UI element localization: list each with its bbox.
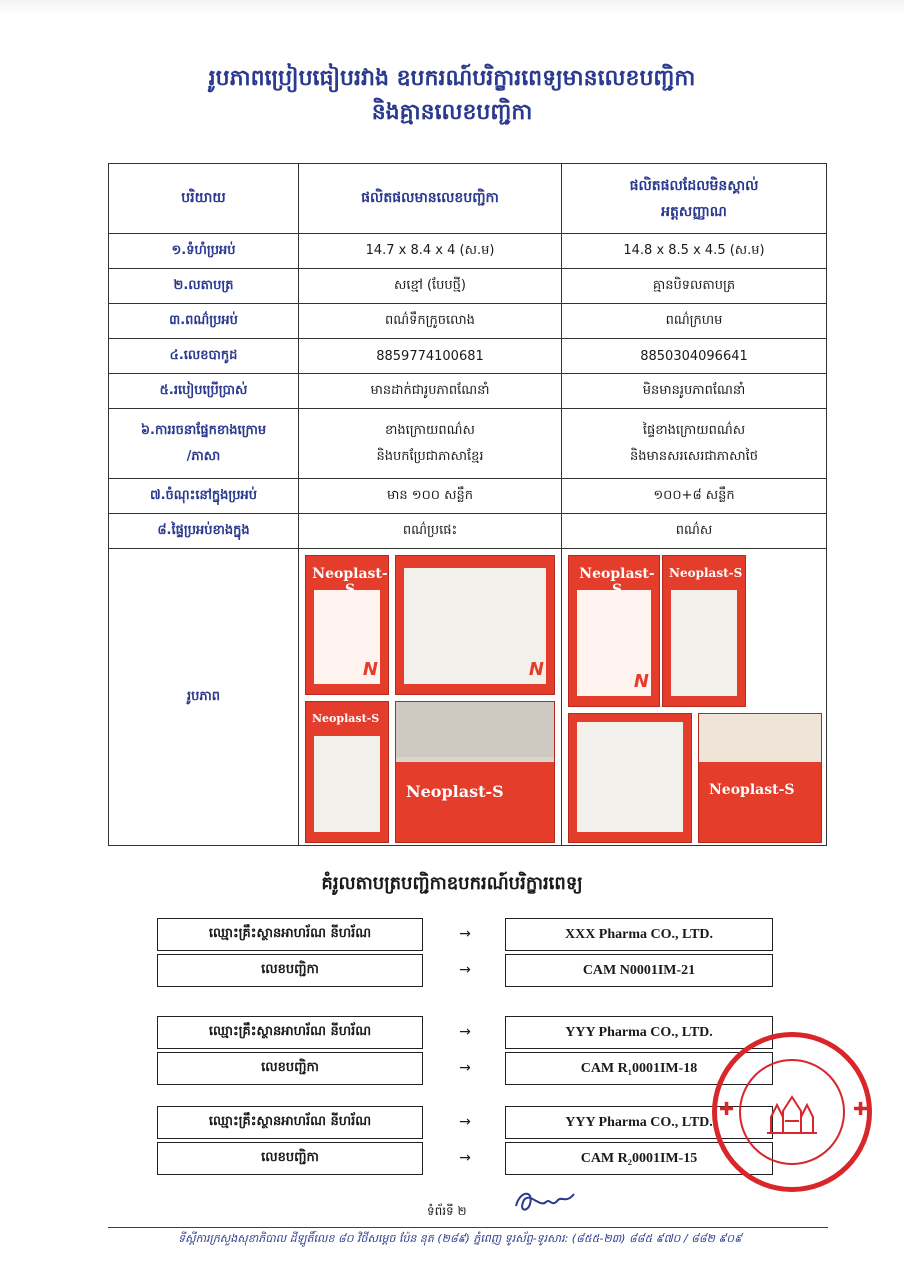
cell-registered: ពណ៌ប្រផេះ xyxy=(299,514,562,549)
ministry-seal-stamp xyxy=(712,1032,872,1192)
photos-unregistered xyxy=(562,549,827,846)
product-photo-open-box xyxy=(698,713,822,843)
table-row xyxy=(109,304,827,339)
product-brand-text: Neoplast-S xyxy=(406,782,504,801)
arrow-icon: → xyxy=(459,1060,471,1076)
cell-registered: មាន ១០០ សន្លឹក xyxy=(299,479,562,514)
product-brand-text: Neoplast-S xyxy=(669,566,743,580)
product-brand-text: Neoplast-S xyxy=(312,712,380,725)
registration-sample-2 xyxy=(157,1016,773,1086)
cell-registered: មានដាក់ជារូបភាពណែនាំ xyxy=(299,374,562,409)
cell-registered: សខ្មៅ (បែបថ្មី) xyxy=(299,269,562,304)
product-brand-text: Neoplast- xyxy=(579,566,655,582)
page-number: ទំព័រទី ២ xyxy=(427,1204,467,1218)
company-name-value: YYY Pharma CO., LTD. xyxy=(505,1016,773,1049)
registration-sample-3 xyxy=(157,1106,773,1176)
cell-unregistered: 14.8 x 8.5 x 4.5 (ស.ម) xyxy=(562,234,827,269)
product-brand-text: Neoplast-S xyxy=(709,782,795,798)
row-label-line2: /ភាសា xyxy=(186,448,221,464)
product-brand-text: Neoplast- xyxy=(312,566,388,582)
comparison-table xyxy=(108,163,827,846)
cell-registered-line1: ខាងក្រោយពណ៌ស xyxy=(385,422,475,438)
temple-icon xyxy=(765,1095,819,1135)
arrow-icon: → xyxy=(459,1114,471,1130)
cell-registered-line2: និងបកប្រែជាភាសាខ្មែរ xyxy=(376,448,484,464)
footer-address: ទីស្តីការក្រសួងសុខាភិបាល ដីឡូតិ៍លេខ ៨០ វិថីសម្តេច ប៉ែន នុត (២៨៩) ភ្នំពេញ ទូរស័ព្ទ-ទូរសារ: (៨៥៥-២៣) ៨៨៥ ៩៧០ / ៨៨២ ៩០៩ xyxy=(178,1232,742,1245)
product-photo-side xyxy=(568,713,692,843)
table-row xyxy=(109,269,827,304)
cell-unregistered: គ្មានបិទលតាបត្រ xyxy=(562,269,827,304)
cell-unregistered: 8850304096641 xyxy=(562,339,827,374)
row-label-line1: ៦.ការរចនាផ្នែកខាងក្រោម xyxy=(140,422,267,438)
registration-sample-1 xyxy=(157,918,773,988)
cell-registered: 8859774100681 xyxy=(299,339,562,374)
page-title-line1: រូបភាពប្រៀបធៀបរវាង ឧបករណ៍បរិក្ខារពេទ្យមានលេខបញ្ជិកា xyxy=(208,66,696,91)
table-header-row xyxy=(109,164,827,234)
product-logo: N xyxy=(362,659,378,680)
table-row xyxy=(109,374,827,409)
row-label: ៤.លេខបាកូដ xyxy=(109,339,299,374)
footer-divider xyxy=(108,1227,828,1228)
red-cross-icon: ✚ xyxy=(853,1099,869,1120)
cell-unregistered-line1: ផ្ទៃខាងក្រោយពណ៌ស xyxy=(642,422,746,438)
company-name-value: XXX Pharma CO., LTD. xyxy=(505,918,773,951)
registration-number-value: CAM N0001IM-21 xyxy=(505,954,773,987)
registration-number-value: CAM R₁0001IM-18 xyxy=(505,1052,773,1085)
header-description: បរិយាយ xyxy=(109,164,299,234)
table-row xyxy=(109,339,827,374)
table-row xyxy=(109,234,827,269)
row-label: ៧.ចំណុះនៅក្នុងប្រអប់ xyxy=(109,479,299,514)
cell-registered: 14.7 x 8.4 x 4 (ស.ម) xyxy=(299,234,562,269)
product-photo-front xyxy=(568,555,660,707)
header-registered: ផលិតផលមានលេខបញ្ជិកា xyxy=(299,164,562,234)
row-label: ៨.ផ្ទៃប្រអប់ខាងក្នុង xyxy=(109,514,299,549)
product-photo-open-box xyxy=(395,701,555,843)
arrow-icon: → xyxy=(459,1150,471,1166)
cell-unregistered: ពណ៌ស xyxy=(562,514,827,549)
table-row xyxy=(109,479,827,514)
header-unregistered xyxy=(562,164,827,234)
arrow-icon: → xyxy=(459,1024,471,1040)
company-name-label: ឈ្មោះគ្រឹះស្ថានអាហរ័ណ នីហរ័ណ xyxy=(157,1106,423,1139)
cell-unregistered: មិនមានរូបភាពណែនាំ xyxy=(562,374,827,409)
photo-row xyxy=(109,549,827,846)
row-label: ១.ទំហំប្រអប់ xyxy=(109,234,299,269)
company-name-label: ឈ្មោះគ្រឹះស្ថានអាហរ័ណ នីហរ័ណ xyxy=(157,918,423,951)
arrow-icon: → xyxy=(459,962,471,978)
company-name-label: ឈ្មោះគ្រឹះស្ថានអាហរ័ណ នីហរ័ណ xyxy=(157,1016,423,1049)
cell-unregistered: ពណ៌ក្រហម xyxy=(562,304,827,339)
product-photo-front xyxy=(305,555,389,695)
scan-top-edge xyxy=(0,0,904,14)
product-photo-back xyxy=(662,555,746,707)
row-label: ៥.របៀបប្រើប្រាស់ xyxy=(109,374,299,409)
registration-number-value: CAM R₂0001IM-15 xyxy=(505,1142,773,1175)
photos-registered xyxy=(299,549,562,846)
product-photo-side xyxy=(305,701,389,843)
row-label xyxy=(109,409,299,479)
company-name-value: YYY Pharma CO., LTD. xyxy=(505,1106,773,1139)
row-label: ២.លតាបត្រ xyxy=(109,269,299,304)
registration-number-label: លេខបញ្ជិកា xyxy=(157,1142,423,1175)
cell-unregistered-line2: និងមានសរសេរជាភាសាថៃ xyxy=(630,448,758,464)
product-logo: N xyxy=(633,671,649,692)
product-photo-back xyxy=(395,555,555,695)
label-sample-title: គំរូលតាបត្របញ្ជិកាឧបករណ៍បរិក្ខារពេទ្យ xyxy=(321,873,583,894)
header-unregistered-line2: អត្តសញ្ញាណ xyxy=(661,203,727,220)
signature-icon xyxy=(510,1186,580,1218)
cell-unregistered: ១០០+៨ សន្លឹក xyxy=(562,479,827,514)
arrow-icon: → xyxy=(459,926,471,942)
product-logo: N xyxy=(528,659,544,680)
row-label: ៣.ពណ៌ប្រអប់ xyxy=(109,304,299,339)
registration-number-label: លេខបញ្ជិកា xyxy=(157,954,423,987)
cell-unregistered xyxy=(562,409,827,479)
table-row xyxy=(109,409,827,479)
page-title-line2: និងគ្មានលេខបញ្ជិកា xyxy=(371,100,533,125)
table-row xyxy=(109,514,827,549)
cell-registered xyxy=(299,409,562,479)
registration-number-label: លេខបញ្ជិកា xyxy=(157,1052,423,1085)
red-cross-icon: ✚ xyxy=(719,1099,735,1120)
photo-row-label: រូបភាព xyxy=(109,549,299,846)
header-unregistered-line1: ផលិតផលដែលមិនស្គាល់ xyxy=(629,177,759,194)
cell-registered: ពណ៌ទឹកក្រូចលោង xyxy=(299,304,562,339)
